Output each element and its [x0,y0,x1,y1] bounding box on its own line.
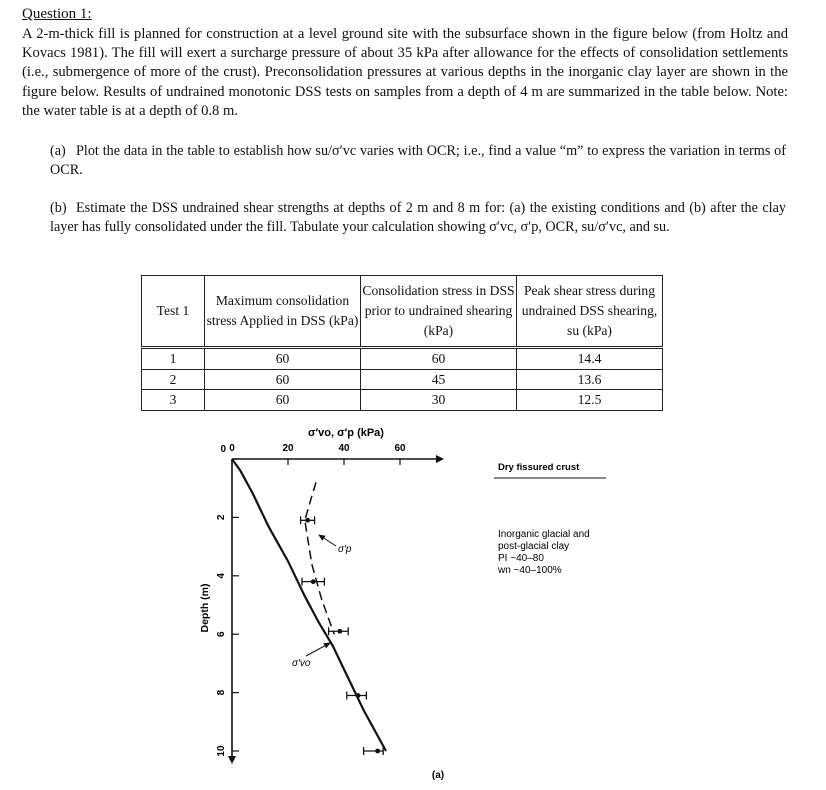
table-cell: 3 [142,390,205,411]
y-tick-label: 2 [216,514,227,521]
figure-caption: (a) [431,770,445,781]
layer-clay-line-2: post-glacial clay [498,541,570,552]
x-axis-title: σ′vo, σ′p (kPa) [308,427,384,439]
table-cell: 60 [205,348,361,370]
data-point [305,518,310,523]
series-group [232,459,386,751]
sigma-vo-label: σ′vo [292,658,311,669]
x-tick-label: 0 [229,443,235,454]
table-cell: 1 [142,348,205,370]
part-b-text: Estimate the DSS undrained shear strengths at depths of 2 m and 8 m for: (a) the existing conditions and (b) after the clay layer has fully consolidated under the fill. Tabulate your calculation showing σ′vc, σ′p, OCR, su/σ′vc, and su. [50,200,786,235]
table-cell: 45 [361,369,517,390]
x-tick-label: 60 [394,443,406,454]
part-a-label: (a) [50,143,66,159]
header-consolidation-stress: Consolidation stress in DSS prior to undrained shearing (kPa) [361,276,517,348]
data-point [337,629,342,634]
table-cell: 30 [361,390,517,411]
sigma-p-label: σ′p [338,544,352,555]
table-cell: 2 [142,369,205,390]
y-tick-label: 6 [216,631,227,637]
y-tick-label: 4 [216,573,227,579]
table-cell: 60 [205,369,361,390]
part-a-text: Plot the data in the table to establish how su/σ′vc varies with OCR; i.e., find a value “m” to express the variation in terms of OCR. [50,143,786,178]
sigma-p-curve [305,482,334,634]
x-axis-arrow-icon [436,455,444,463]
table-cell: 13.6 [517,369,663,390]
data-point [356,693,361,698]
data-point [375,749,380,754]
layer-clay-line-1: Inorganic glacial and [498,529,590,540]
layer-clay-line-3: PI ~40–80 [498,553,544,564]
table-cell: 60 [361,348,517,370]
header-test: Test 1 [142,276,205,348]
data-point [311,579,316,584]
x-tick-label: 40 [338,443,350,454]
header-peak-shear: Peak shear stress during undrained DSS shearing, su (kPa) [517,276,663,348]
y-axis-arrow-icon [228,756,236,764]
layer-crust-label: Dry fissured crust [498,462,580,473]
question-intro: A 2-m-thick fill is planned for construction at a level ground site with the subsurface shown in the figure below (from Holtz and Kovacs 1981). The fill will exert a surcharge pressure of about 35 kPa after allowance for the effects of consolidation settlements (i.e., submergence of more of the crust). Preconsolidation pressures at various depths in the inorganic clay layer are shown in the figure below. Results of undrained monotonic DSS tests on samples from a depth of 4 m are summarized in the table below. Note: the water table is at a depth of 0.8 m. [22,26,788,119]
layer-clay-line-4: wn ~40–100% [498,565,562,576]
part-b-label: (b) [50,200,67,216]
sigma-p-arrow [319,535,336,546]
table-cell: 12.5 [517,390,663,411]
sigma-vo-arrow [306,643,330,656]
y-ticks [216,444,239,757]
y-tick-label: 8 [216,689,227,696]
question-title: Question 1: [22,6,92,22]
x-ticks [229,443,406,465]
table-cell: 14.4 [517,348,663,370]
y-tick-label: 10 [216,745,227,757]
y-axis-title: Depth (m) [199,583,211,633]
y-tick-label: 0 [220,444,226,455]
header-max-consolidation: Maximum consolidation stress Applied in DSS (kPa) [205,276,361,348]
x-tick-label: 20 [282,443,294,454]
table-cell: 60 [205,390,361,411]
sigma-vo-curve [232,459,386,751]
